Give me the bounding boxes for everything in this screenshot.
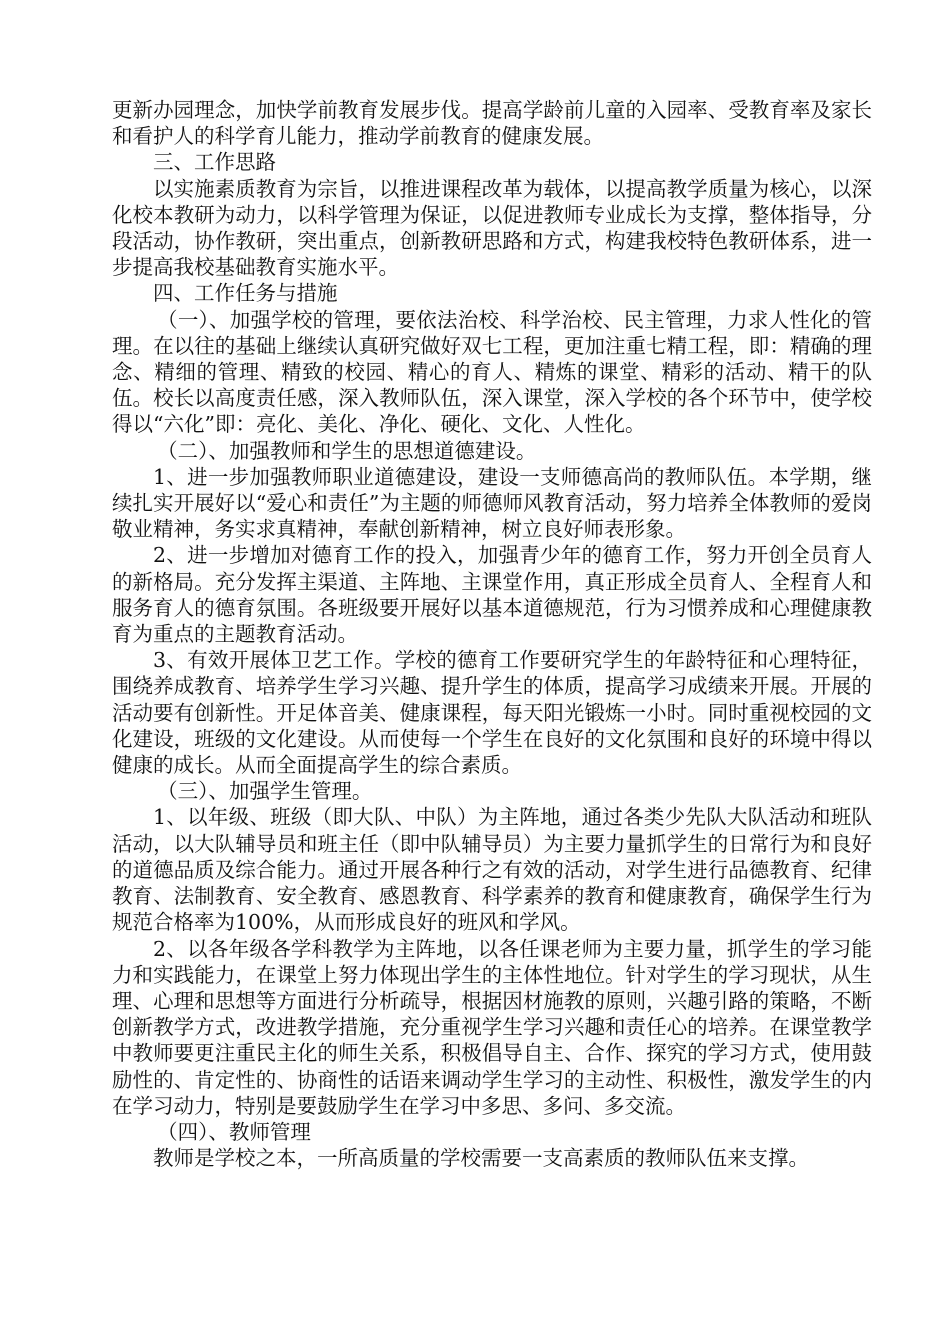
subsection-student-management: （三）、加强学生管理。: [157, 779, 373, 804]
paragraph-subject-teaching: 2、以各年级各学科教学为主阵地，以各任课老师为主要力量，抓学生的学习能力和实践能力，在课堂上努力体现出学生的主体性地位。针对学生的学习现状，从生理、心理和思想等方面进行分析疏导，根据因材施教的原则，兴趣引路的策略，不断创新教学方式，改进教学措施，充分重视学生学习兴趣和责任心的培养。在课堂教学中教师要更注重民主化的师生关系，积极倡导自主、合作、探究的学习方式，使用鼓励性的、肯定性的、协商性的话语来调动学生学习的主动性、积极性，激发学生的内在学习动力，特别是要鼓励学生在学习中多思、多问、多交流。: [112, 936, 872, 1118]
subsection-moral-education: （二）、加强教师和学生的思想道德建设。: [157, 438, 537, 463]
paragraph-grade-class-activities: 1、以年级、班级（即大队、中队）为主阵地，通过各类少先队大队活动和班队活动，以大队辅导员和班主任（即中队辅导员）为主要力量抓学生的日常行为和良好的道德品质及综合能力。通过开展各种行之有效的活动，对学生进行品德教育、纪律教育、法制教育、安全教育、感恩教育、科学素养的教育和健康教育，确保学生行为规范合格率为100%，从而形成良好的班风和学风。: [112, 805, 872, 935]
subsection-school-management: （一）、加强学校的管理，要依法治校、科学治校、民主管理，力求人性化的管理。在以往的基础上继续认真研究做好双七工程，更加注重七精工程，即：精确的理念、精细的管理、精致的校园、精心的育人、精炼的课堂、精彩的活动、精干的队伍。校长以高度责任感，深入教师队伍，深入课堂，深入学校的各个环节中，使学校得以“六化”即：亮化、美化、净化、硬化、文化、人性化。: [112, 307, 872, 437]
paragraph-work-ideas: 以实施素质教育为宗旨，以推进课程改革为载体，以提高教学质量为核心，以深化校本教研为动力，以科学管理为保证，以促进教师专业成长为支撑，整体指导，分段活动，协作教研，突出重点，创新教研思路和方式，构建我校特色教研体系，进一步提高我校基础教育实施水平。: [112, 176, 872, 280]
paragraph-teacher-foundation: 教师是学校之本，一所高质量的学校需要一支高素质的教师队伍来支撑。: [153, 1146, 809, 1171]
subsection-teacher-management: （四）、教师管理: [157, 1119, 311, 1144]
paragraph-moral-investment: 2、进一步增加对德育工作的投入，加强青少年的德育工作，努力开创全员育人的新格局。充分发挥主渠道、主阵地、主课堂作用，真正形成全员育人、全程育人和服务育人的德育氛围。各班级要开展好以基本道德规范，行为习惯养成和心理健康教育为重点的主题教育活动。: [112, 543, 872, 647]
paragraph-sports-health-arts: 3、有效开展体卫艺工作。学校的德育工作要研究学生的年龄特征和心理特征，围绕养成教育、培养学生学习兴趣、提升学生的体质，提高学习成绩来开展。开展的活动要有创新性。开足体音美、健康课程，每天阳光锻炼一小时。同时重视校园的文化建设，班级的文化建设。从而使每一个学生在良好的文化氛围和良好的环境中得以健康的成长。从而全面提高学生的综合素质。: [112, 648, 872, 778]
section-heading-work-ideas: 三、工作思路: [153, 150, 276, 175]
section-heading-tasks-measures: 四、工作任务与措施: [153, 281, 338, 306]
paragraph-intro: 更新办园理念，加快学前教育发展步伐。提高学龄前儿童的入园率、受教育率及家长和看护人的科学育儿能力，推动学前教育的健康发展。: [112, 98, 872, 149]
paragraph-teacher-ethics: 1、进一步加强教师职业道德建设，建设一支师德高尚的教师队伍。本学期，继续扎实开展好以“爱心和责任”为主题的师德师风教育活动，努力培养全体教师的爱岗敬业精神，务实求真精神，奉献创新精神，树立良好师表形象。: [112, 464, 872, 542]
